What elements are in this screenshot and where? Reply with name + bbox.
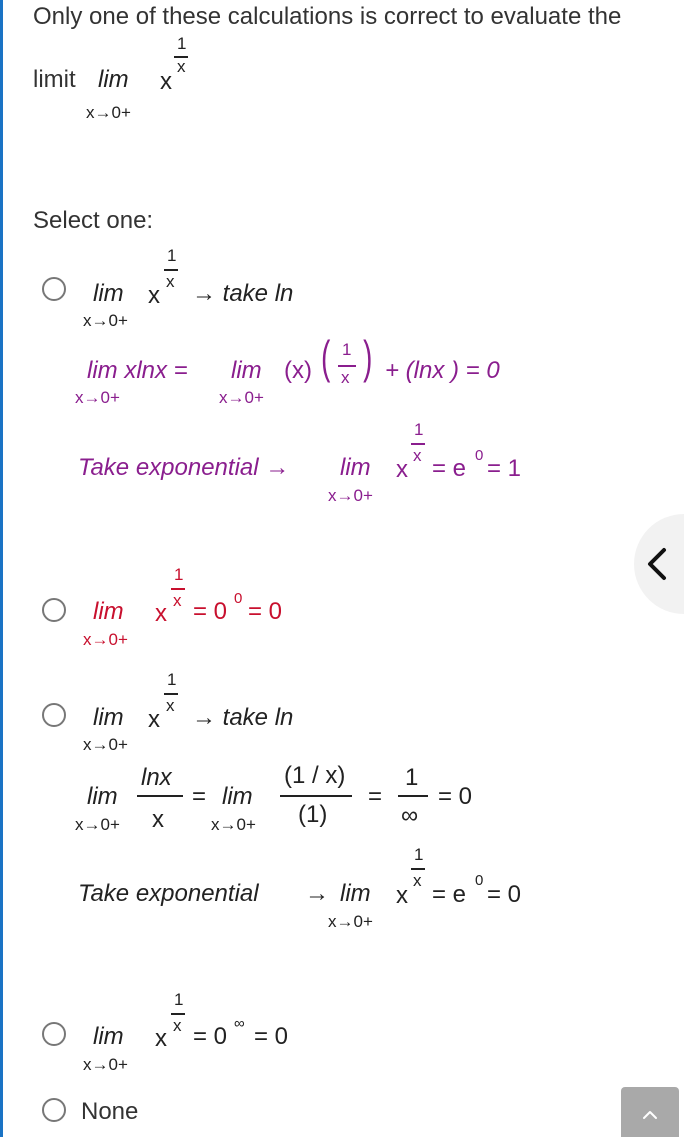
option-3-final-tail: = 0 [487,881,522,908]
option-1-exp-num: 1 [167,246,177,265]
option-1-final-eq: = e [432,455,467,482]
option-3-f1-bar [137,795,183,797]
option-1-exp-den: x [166,272,175,291]
option-3-exp-num: 1 [167,670,177,689]
option-3-eq2: = [368,783,383,810]
option-3-f2-bar [280,795,352,797]
option-3-exp-bar [164,693,178,695]
option-1-frac-bar [338,365,356,367]
select-one-label: Select one: [33,207,154,234]
option-2-tail: = 0 [248,598,283,625]
option-4-sub: x→0+ [83,1055,128,1074]
option-3-take-exp: Take exponential [78,880,259,907]
option-4-exp-num: 1 [174,990,184,1009]
option-3-final-exp-bar [411,868,425,870]
drawer-toggle[interactable] [634,514,684,614]
option-1-final-exp-den: x [413,446,422,465]
option-2-base: x [155,600,167,627]
option-4-exp-bar [171,1013,185,1015]
option-1-frac-den: x [341,368,350,387]
option-3-step2-lim: lim [87,783,118,810]
option-3-radio[interactable] [42,703,66,727]
option-2-exp-bar [171,588,185,590]
option-3-sub: x→0+ [83,735,128,754]
question-text: Only one of these calculations is correct to evaluate the [33,3,622,30]
option-4-base: x [155,1025,167,1052]
option-3-final-lim: lim [340,880,371,907]
option-1-step2-b: lim [231,357,262,384]
option-3-final-exp-num: 1 [414,845,424,864]
question-sub: x→0+ [86,103,131,122]
option-4-pow: ∞ [234,1015,245,1032]
option-1-final-lim: lim [340,454,371,481]
option-1-final-sub: x→0+ [328,486,373,505]
option-3-f1-num: lnx [141,764,172,791]
option-3-step2-lim-b: lim [222,783,253,810]
scroll-to-top-button[interactable] [621,1087,679,1137]
option-3-base: x [148,706,160,733]
option-3-f3-den: ∞ [401,802,419,829]
option-1-radio[interactable] [42,277,66,301]
option-3-final-eq: = e [432,881,467,908]
option-1-take-ln: → take ln [192,280,294,307]
option-3-final-sub: x→0+ [328,912,373,931]
option-3-final-exp-den: x [413,871,422,890]
option-1-sub: x→0+ [83,311,128,330]
option-1-step2-a: lim xlnx = [87,357,188,384]
option-1-final-exp-bar [411,443,425,445]
option-3-exp-den: x [166,696,175,715]
option-1-step2-d: + (lnx ) = 0 [385,357,500,384]
option-3-lim: lim [93,704,124,731]
option-1-step2-sub-a: x→0+ [75,388,120,407]
option-2-exp-num: 1 [174,565,184,584]
question-limit-label: limit [33,66,76,93]
option-3-step2-sub-a: x→0+ [75,815,120,834]
chevron-left-icon [634,514,684,614]
option-4-exp-den: x [173,1016,182,1035]
option-3-step2-sub-b: x→0+ [211,815,256,834]
option-1-step2-sub-b: x→0+ [219,388,264,407]
option-1-final-tail: = 1 [487,455,522,482]
option-1-open-paren: ( [321,331,331,383]
option-3-eq3: = 0 [438,783,473,810]
option-1-lim: lim [93,280,124,307]
option-2-radio[interactable] [42,598,66,622]
option-4-tail: = 0 [254,1023,289,1050]
option-3-take-ln: → take ln [192,704,294,731]
option-2-lim: lim [93,598,124,625]
option-4-lim: lim [93,1023,124,1050]
option-4-radio[interactable] [42,1022,66,1046]
option-1-step2-c: (x) [284,357,312,384]
question-base: x [160,68,172,95]
option-1-exp-bar [164,269,178,271]
option-3-f1-den: x [152,806,164,833]
option-3-f2-num: (1 / x) [284,762,346,789]
option-3-f3-num: 1 [405,764,419,791]
option-3-eq1: = [192,783,207,810]
chevron-up-icon [621,1087,679,1137]
option-5-radio[interactable] [42,1098,66,1122]
option-3-final-base: x [396,882,408,909]
option-5-label: None [81,1098,139,1125]
option-2-eq: = 0 [193,598,228,625]
option-3-final-pow: 0 [475,872,484,889]
option-1-final-pow: 0 [475,447,484,464]
option-2-sub: x→0+ [83,630,128,649]
option-1-take-exp: Take exponential → [78,454,290,481]
option-1-frac-num: 1 [342,340,352,359]
option-1-close-paren: ) [363,331,373,383]
option-3-f2-den: (1) [298,801,328,828]
option-2-pow: 0 [234,590,243,607]
question-exp-den: x [177,57,186,76]
option-3-arrow: → [305,880,329,907]
option-2-exp-den: x [173,591,182,610]
option-1-final-exp-num: 1 [414,420,424,439]
option-1-final-base: x [396,456,408,483]
option-1-base: x [148,282,160,309]
left-accent-bar [0,0,3,1137]
question-lim: lim [98,66,129,93]
question-exp-num: 1 [177,34,187,53]
option-3-f3-bar [398,795,428,797]
option-4-eq: = 0 [193,1023,228,1050]
